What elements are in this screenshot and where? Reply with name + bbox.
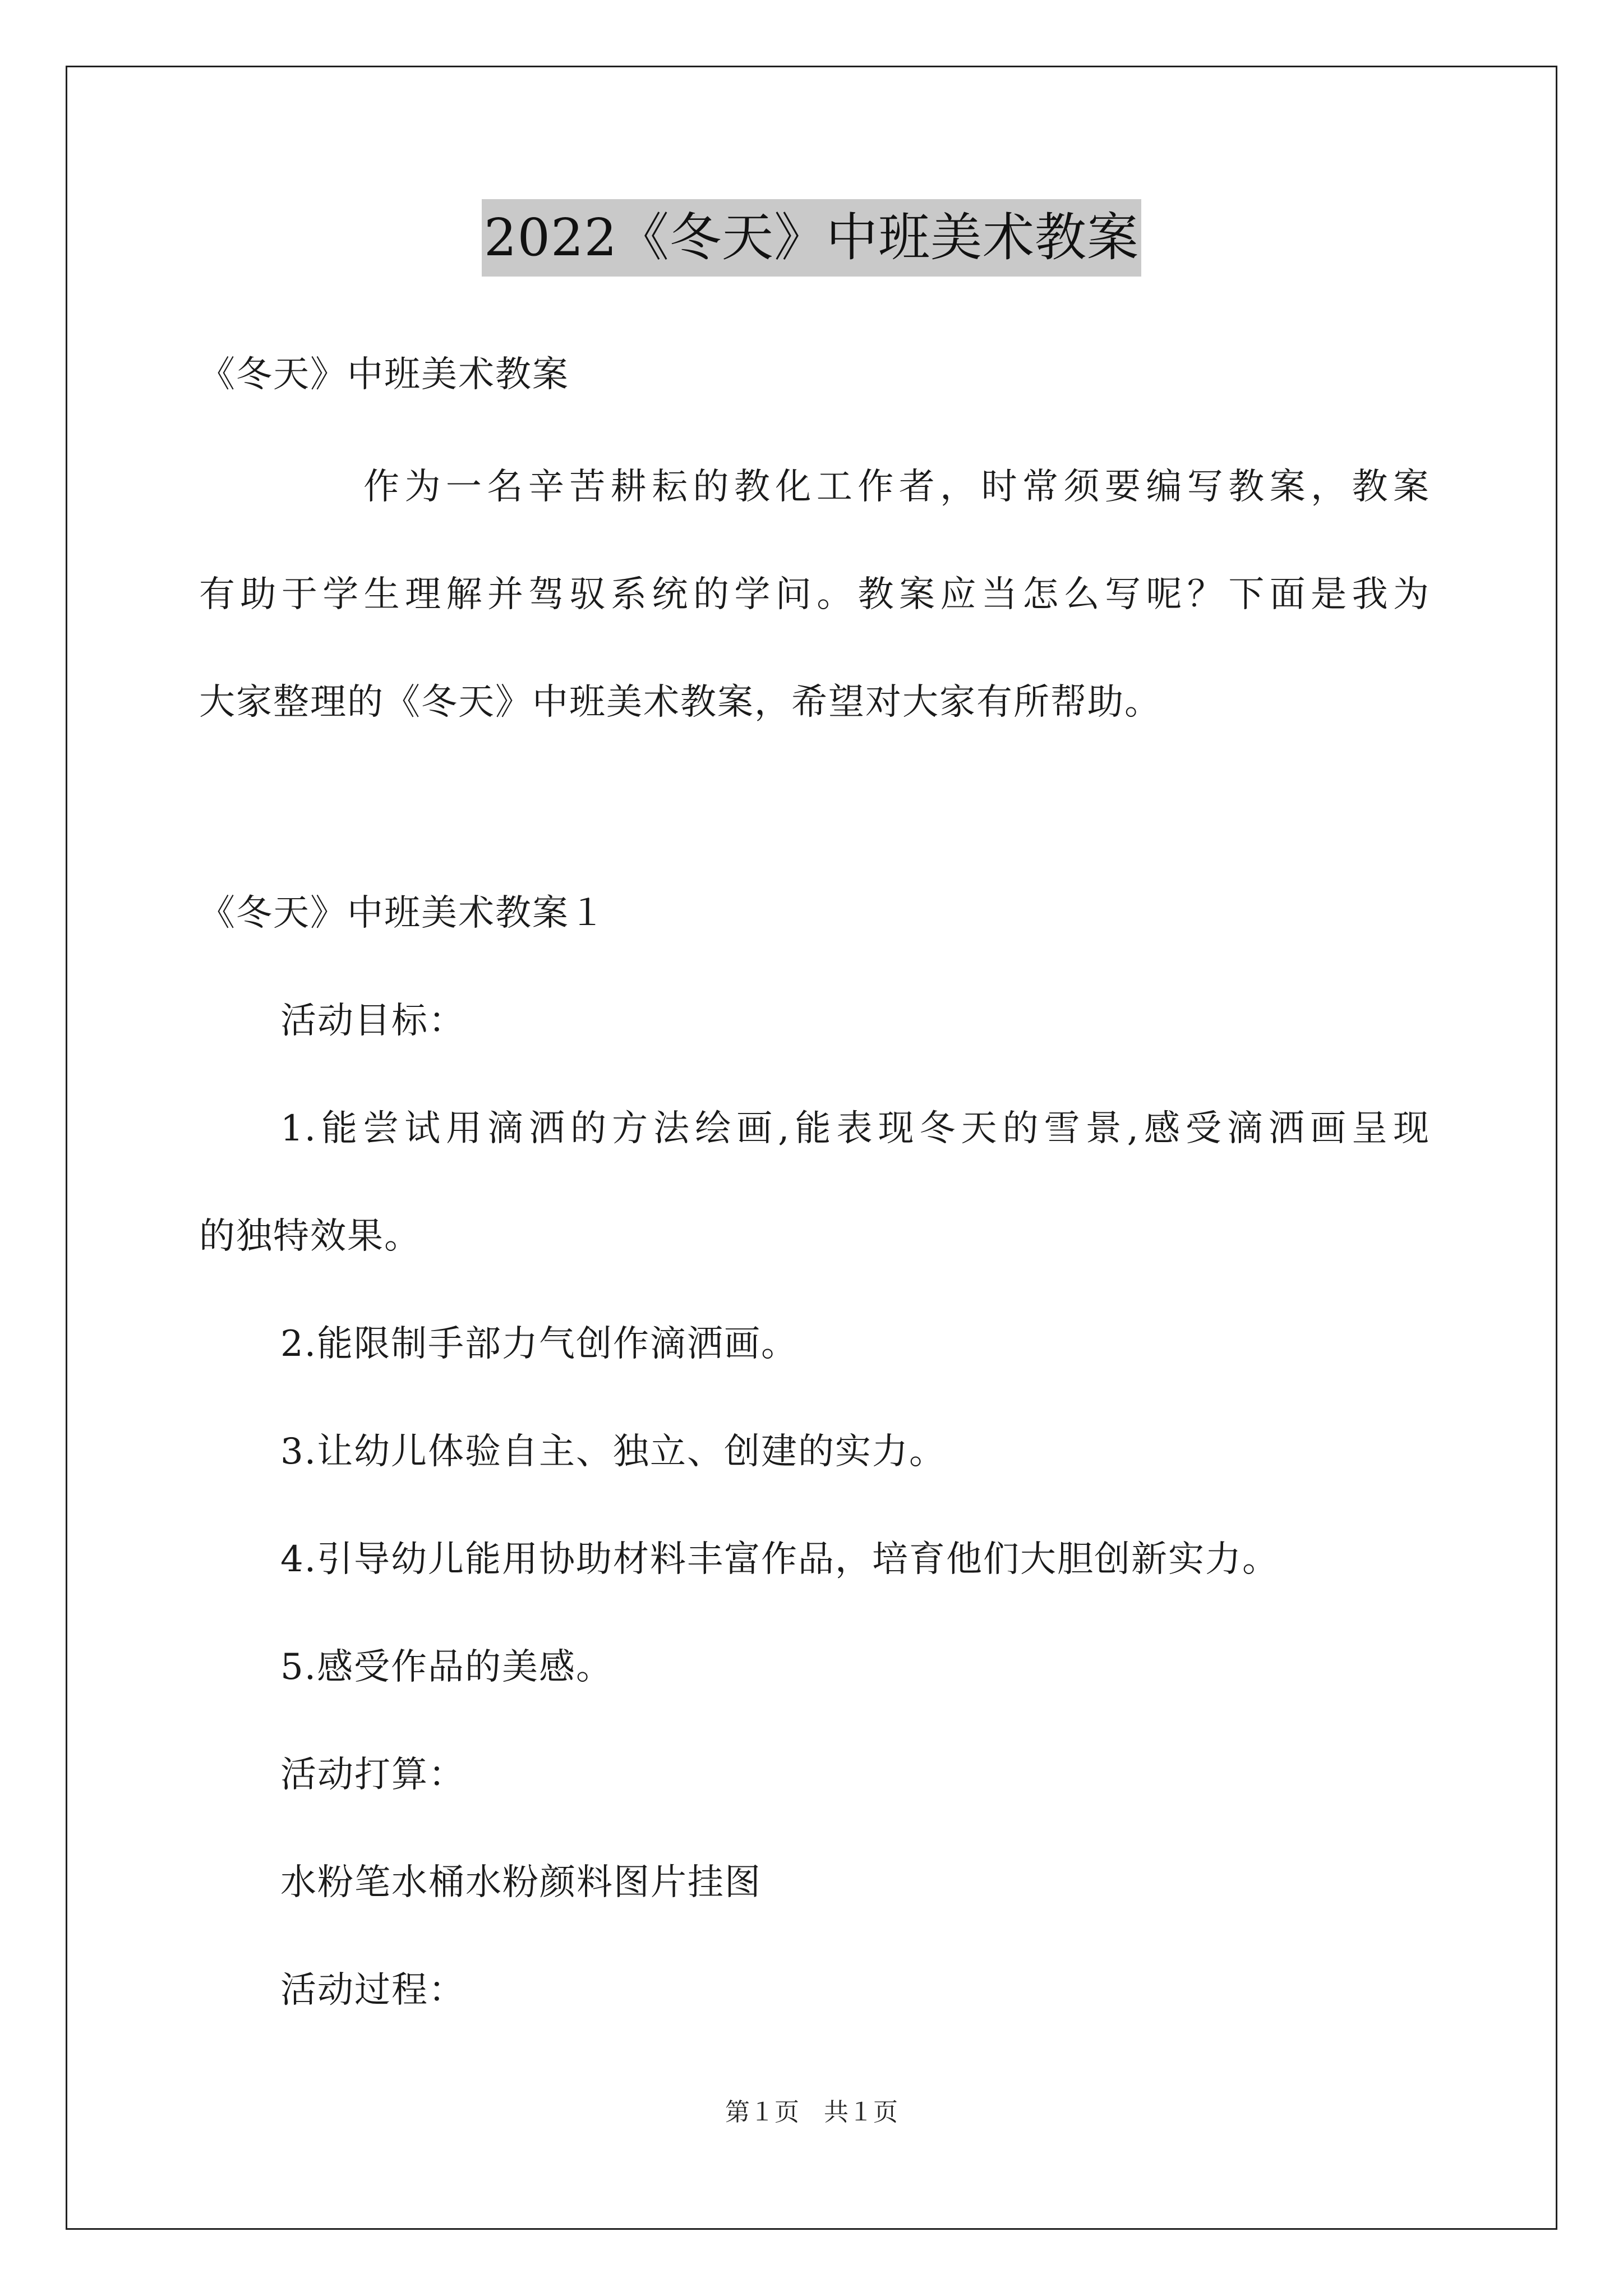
title-container (0, 199, 1623, 277)
document-title: 2022《冬天》中班美术教案 (482, 199, 1141, 277)
goal-4: 4.引导幼儿能用协助材料丰富作品，培育他们大胆创新实力。 (280, 1539, 1280, 1580)
goal-3: 3.让幼儿体验自主、独立、创建的实力。 (280, 1431, 947, 1473)
goals-label: 活动目标： (280, 1000, 465, 1042)
goal-2: 2.能限制手部力气创作滴洒画。 (280, 1323, 799, 1365)
page-footer: 第１页 共１页 (725, 2098, 898, 2127)
goal-1-line-2: 的独特效果。 (199, 1216, 421, 1257)
prep-label: 活动打算： (280, 1754, 465, 1796)
intro-line-1: 作为一名辛苦耕耘的教化工作者，时常须要编写教案，教案 (363, 466, 1430, 508)
goal-1-line-1: 1.能尝试用滴洒的方法绘画,能表现冬天的雪景,感受滴洒画呈现 (280, 1108, 1430, 1149)
process-label: 活动过程： (280, 1970, 465, 2011)
intro-line-3: 大家整理的《冬天》中班美术教案，希望对大家有所帮助。 (199, 682, 1161, 723)
document-subtitle: 《冬天》中班美术教案 (199, 354, 569, 395)
goal-5: 5.感受作品的美感。 (280, 1646, 614, 1688)
intro-line-2: 有助于学生理解并驾驭系统的学问。教案应当怎么写呢？下面是我为 (199, 574, 1430, 615)
prep-items: 水粉笔水桶水粉颜料图片挂图 (280, 1862, 762, 1903)
section-heading: 《冬天》中班美术教案１ (199, 892, 606, 934)
